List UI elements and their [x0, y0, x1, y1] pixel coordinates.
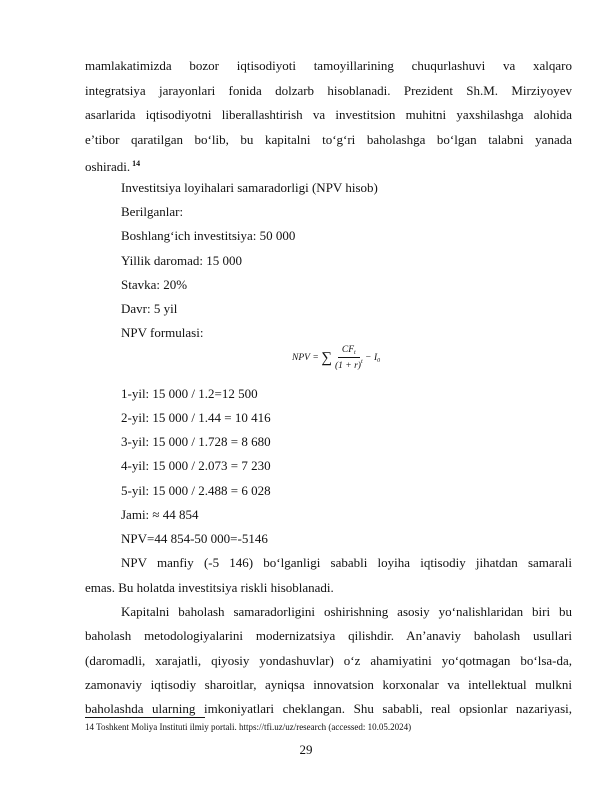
paragraph-1-line-3: asarlarida iqtisodiyotni liberallashtirish va investitsion muhitni yaxshilashga alohida — [85, 107, 572, 122]
formula-lhs: NPV — [292, 353, 310, 363]
paragraph-1-line-2: integratsiya jarayonlari fonida dolzarb hisoblanadi. Prezident Sh.M. Mirziyoyev — [85, 83, 572, 98]
example-given-label: Berilganlar: — [121, 204, 184, 219]
example-title: Investitsiya loyihalari samaradorligi (NPV hisob) — [121, 180, 378, 195]
calc-year-2: 2-yil: 15 000 / 1.44 = 10 416 — [121, 410, 271, 425]
paragraph-3-line-1: Kapitalni baholash samaradorligini oshirishning asosiy yo‘nalishlaridan biri bu — [121, 604, 572, 619]
footnote-divider — [85, 717, 205, 718]
formula-cf: CF — [341, 345, 355, 355]
formula-numerator — [338, 345, 360, 358]
paragraph-3-line-3: (daromadli, xarajatli, qiyosiy yondashuvlar) o‘z ahamiyatini yo‘qotmagan bo‘lsa-da, — [85, 653, 572, 668]
example-rate: Stavka: 20% — [121, 277, 188, 292]
paragraph-3-line-2: baholash metodologiyalarini modernizatsiya qilishdir. An’anaviy baholash usullari — [85, 628, 572, 643]
page-number: 29 — [299, 742, 313, 757]
formula-sum-sign: ∑ — [321, 349, 333, 366]
formula-denominator-exp: t — [360, 359, 363, 365]
footnote-reference: 14 — [132, 159, 141, 168]
formula-i0 — [374, 353, 380, 364]
paragraph-1-last-text: oshiradi. — [85, 159, 131, 174]
formula-denominator-base: (1 + r) — [335, 361, 361, 371]
paragraph-1-line-1: mamlakatimizda bozor iqtisodiyoti tamoyillarining chuqurlashuvi va xalqaro — [85, 58, 572, 73]
paragraph-1-line-4: e’tibor qaratilgan bo‘lib, bu kapitalni to‘g‘ri baholashga bo‘lgan talabni yanada — [85, 132, 572, 147]
calc-year-5: 5-yil: 15 000 / 2.488 = 6 028 — [121, 483, 271, 498]
formula-cf-sub: t — [354, 350, 356, 356]
footnote-text: 14 Toshkent Moliya Instituti ilmiy portali. https://tfi.uz/uz/research (accessed: 10.05.2024) — [85, 722, 412, 732]
npv-formula — [292, 343, 380, 373]
formula-i: I — [373, 352, 378, 363]
paragraph-2-line-2: emas. Bu holatda investitsiya riskli hisoblanadi. — [85, 580, 334, 595]
example-initial-investment: Boshlang‘ich investitsiya: 50 000 — [121, 228, 296, 243]
paragraph-3-line-4: zamonaviy iqtisodiy sharoitlar, ayniqsa innovatsion korxonalar va intellektual mulkni — [85, 677, 572, 692]
paragraph-3-line-5: baholashda ularning imkoniyatlari cheklangan. Shu sababli, real opsionlar nazariyasi, — [85, 701, 572, 716]
formula-fraction — [335, 345, 363, 371]
calc-year-4: 4-yil: 15 000 / 2.073 = 7 230 — [121, 458, 271, 473]
formula-denominator — [335, 358, 363, 371]
paragraph-1-line-5 — [85, 156, 140, 175]
calc-year-3: 3-yil: 15 000 / 1.728 = 8 680 — [121, 434, 271, 449]
calc-year-1: 1-yil: 15 000 / 1.2=12 500 — [121, 386, 258, 401]
calc-npv: NPV=44 854-50 000=-5146 — [121, 531, 268, 546]
example-period: Davr: 5 yil — [121, 301, 178, 316]
formula-minus: − — [365, 353, 371, 363]
formula-i-sub: 0 — [377, 357, 381, 364]
formula-equals: = — [312, 353, 319, 363]
example-annual-income: Yillik daromad: 15 000 — [121, 253, 242, 268]
calc-total: Jami: ≈ 44 854 — [121, 507, 199, 522]
example-formula-label: NPV formulasi: — [121, 325, 204, 340]
paragraph-2-line-1: NPV manfiy (-5 146) bo‘lganligi sababli loyiha iqtisodiy jihatdan samarali — [121, 555, 572, 570]
